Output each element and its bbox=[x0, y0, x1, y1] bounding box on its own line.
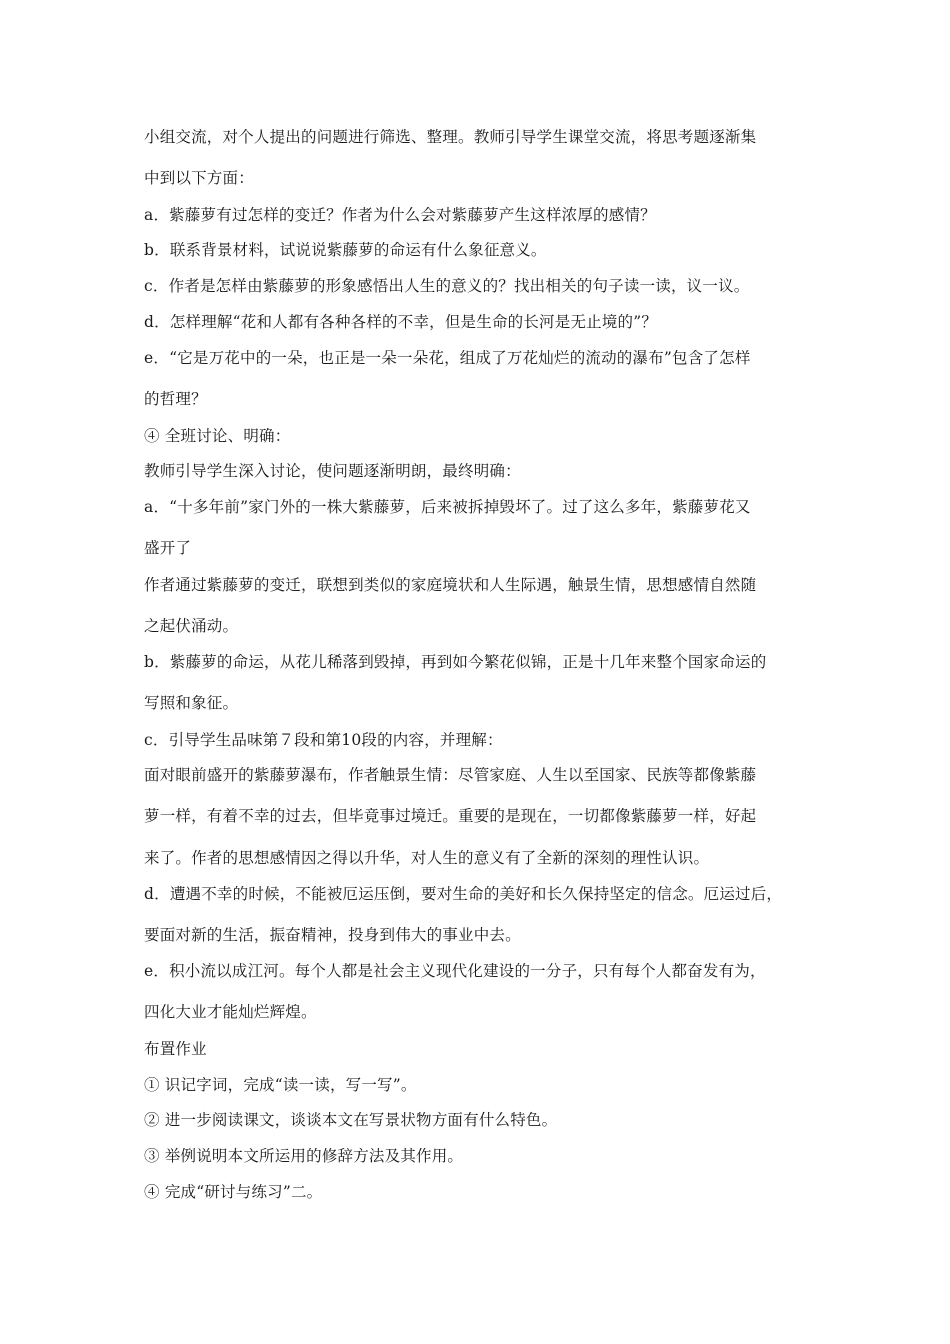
text-line: 盛开了 bbox=[144, 539, 192, 557]
text-line: ④ 完成“研讨与练习”二。 bbox=[144, 1183, 323, 1201]
text-line: 中到以下方面： bbox=[144, 169, 254, 187]
text-line: 教师引导学生深入讨论，使问题逐渐明朗，最终明确： bbox=[144, 462, 521, 480]
text-line: e．“它是万花中的一朵，也正是一朵一朵花，组成了万花灿烂的流动的瀑布”包含了怎样 bbox=[144, 349, 751, 367]
text-line: 萝一样，有着不幸的过去，但毕竟事过境迁。重要的是现在，一切都像紫藤萝一样，好起 bbox=[144, 807, 757, 825]
text-line: 之起伏涌动。 bbox=[144, 617, 239, 635]
text-line: 作者通过紫藤萝的变迁，联想到类似的家庭境状和人生际遇，触景生情，思想感情自然随 bbox=[144, 576, 757, 594]
text-line: ③ 举例说明本文所运用的修辞方法及其作用。 bbox=[144, 1147, 464, 1165]
text-line: b．联系背景材料，试说说紫藤萝的命运有什么象征意义。 bbox=[144, 241, 547, 259]
text-line: d．遭遇不幸的时候，不能被厄运压倒，要对生命的美好和长久保持坚定的信念。厄运过后， bbox=[144, 885, 783, 903]
text-line: ② 进一步阅读课文，谈谈本文在写景状物方面有什么特色。 bbox=[144, 1111, 558, 1129]
text-line: 的哲理？ bbox=[144, 390, 207, 408]
text-line: 四化大业才能灿烂辉煌。 bbox=[144, 1003, 317, 1021]
text-line: 面对眼前盛开的紫藤萝瀑布，作者触景生情：尽管家庭、人生以至国家、民族等都像紫藤 bbox=[144, 766, 757, 784]
text-line: ④ 全班讨论、明确： bbox=[144, 427, 291, 445]
text-line: 要面对新的生活，振奋精神，投身到伟大的事业中去。 bbox=[144, 926, 521, 944]
section-heading: 布置作业 bbox=[144, 1040, 207, 1058]
text-line: b．紫藤萝的命运，从花儿稀落到毁掉，再到如今繁花似锦，正是十几年来整个国家命运的 bbox=[144, 653, 767, 671]
text-line: 来了。作者的思想感情因之得以升华，对人生的意义有了全新的深刻的理性认识。 bbox=[144, 849, 710, 867]
text-line: e．积小流以成江河。每个人都是社会主义现代化建设的一分子，只有每个人都奋发有为， bbox=[144, 962, 766, 980]
text-line: a．“十多年前”家门外的一株大紫藤萝，后来被拆掉毁坏了。过了这么多年，紫藤萝花又 bbox=[144, 498, 751, 516]
text-line: a．紫藤萝有过怎样的变迁？作者为什么会对紫藤萝产生这样浓厚的感情？ bbox=[144, 206, 656, 224]
text-line: d．怎样理解“花和人都有各种各样的不幸，但是生命的长河是无止境的”？ bbox=[144, 313, 658, 331]
text-line: 小组交流，对个人提出的问题进行筛选、整理。教师引导学生课堂交流，将思考题逐渐集 bbox=[144, 128, 757, 146]
text-line: 写照和象征。 bbox=[144, 694, 239, 712]
text-line: ① 识记字词，完成“读一读，写一写”。 bbox=[144, 1076, 417, 1094]
text-line: c．引导学生品味第７段和第10段的内容，并理解： bbox=[144, 731, 503, 749]
text-line: c．作者是怎样由紫藤萝的形象感悟出人生的意义的？找出相关的句子读一读，议一议。 bbox=[144, 277, 750, 295]
